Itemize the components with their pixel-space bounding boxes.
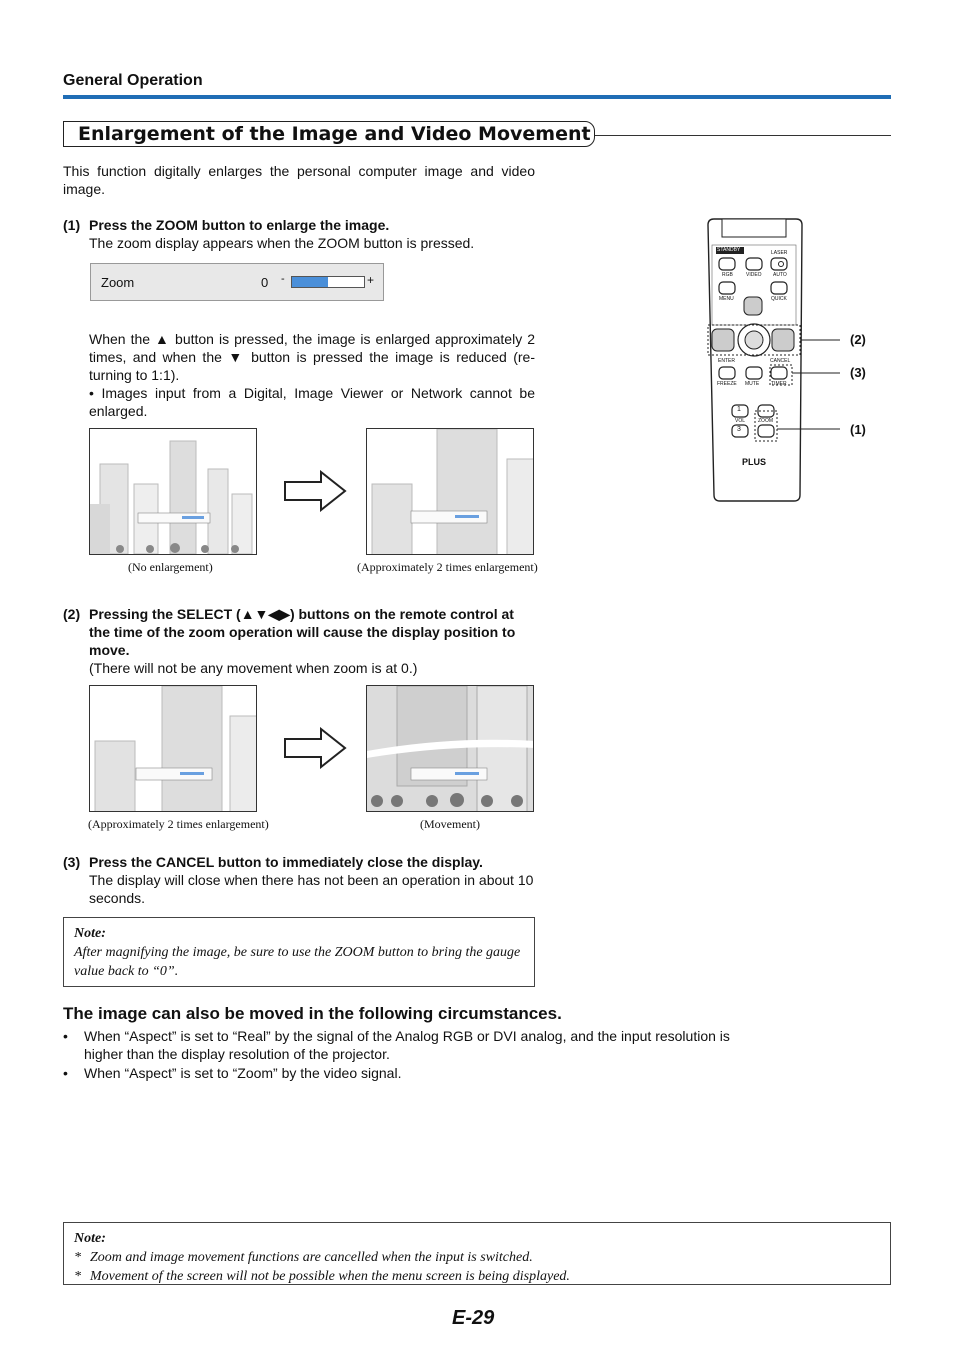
- zoom-plus: +: [367, 273, 375, 287]
- caption-2x-before-move: (Approximately 2 times enlargement): [88, 817, 269, 831]
- zoom-label: Zoom: [101, 275, 135, 290]
- bullet-mark: •: [63, 1065, 68, 1081]
- image-moved: [366, 685, 534, 812]
- step2-number: (2): [63, 606, 81, 622]
- caption-no-enlargement: (No enlargement): [128, 560, 213, 574]
- zoom-gauge: [291, 276, 365, 288]
- callout-1: (1): [850, 422, 866, 437]
- image-no-enlargement: [89, 428, 257, 555]
- remote-key-one: 1: [737, 406, 741, 413]
- callout-3: (3): [850, 365, 866, 380]
- section-rule: [63, 95, 891, 99]
- remote-enter-label: ENTER: [718, 358, 735, 364]
- remote-auto-label: AUTO: [773, 272, 787, 278]
- remote-brand-logo: PLUS: [742, 457, 767, 467]
- remote-timer-label: TIMER: [771, 381, 787, 387]
- arrow-right-icon: [283, 727, 348, 769]
- step1-number: (1): [63, 217, 81, 233]
- title-divider: [595, 135, 891, 136]
- zoom-value: 0: [261, 275, 269, 290]
- bullet-item: When “Aspect” is set to “Real” by the signal of the Analog RGB or DVI analog, and the input resolution is higher than the display resolution of the projector.: [84, 1028, 730, 1062]
- note-item: * Zoom and image movement functions are cancelled when the input is switched.: [74, 1250, 533, 1265]
- step2-heading: Pressing the SELECT (▲▼◀▶) buttons on the remote control at the time of the zoom operation will cause the display position to move.: [89, 606, 516, 658]
- bullet-mark: •: [63, 1028, 68, 1044]
- intro-paragraph: This function digitally enlarges the personal computer image and video image.: [63, 163, 535, 197]
- step3-number: (3): [63, 854, 81, 870]
- zoom-gauge-fill: [292, 277, 328, 287]
- note-box-zoom-reset: [63, 917, 535, 987]
- remote-vol-label: VOL: [735, 418, 746, 424]
- remote-freeze-label: FREEZE: [717, 381, 737, 387]
- caption-2x-enlargement: (Approximately 2 times enlargement): [357, 560, 538, 574]
- step3-body: The display will close when there has not been an operation in about 10 seconds.: [89, 872, 534, 906]
- bullet-item: When “Aspect” is set to “Zoom” by the video signal.: [84, 1065, 402, 1081]
- caption-movement: (Movement): [420, 817, 480, 831]
- remote-zoom-label: ZOOM: [758, 418, 773, 424]
- remote-laser-label: LASER: [771, 250, 788, 256]
- step1-note: • Images input from a Digital, Image Viewer or Network cannot be enlarged.: [89, 385, 535, 419]
- remote-key-three: 3: [737, 426, 741, 433]
- remote-cancel-label: CANCEL: [770, 358, 791, 364]
- note-item: * Movement of the screen will not be possible when the menu screen is being displayed.: [74, 1269, 570, 1284]
- image-2x-enlargement: [366, 428, 534, 555]
- remote-quick-label: QUICK: [771, 296, 787, 302]
- step1-paragraph: When the ▲ button is pressed, the image is enlarged approximately 2 times, and when the ▼ button is pressed the image is reduced (re-turning to 1:1).: [89, 331, 535, 383]
- zoom-display-sample: [90, 263, 384, 301]
- note-title: Note:: [74, 1231, 106, 1246]
- remote-menu-label: MENU: [719, 296, 734, 302]
- remote-control-illustration: [700, 215, 870, 505]
- subheading: The image can also be moved in the following circumstances.: [63, 1004, 562, 1023]
- callout-2: (2): [850, 332, 866, 347]
- note-text: After magnifying the image, be sure to use the ZOOM button to bring the gauge value back to “0”.: [74, 945, 521, 979]
- section-label: General Operation: [63, 72, 203, 89]
- page-title: Enlargement of the Image and Video Movement: [63, 121, 595, 147]
- remote-video-label: VIDEO: [746, 272, 762, 278]
- page-number: E-29: [452, 1307, 495, 1329]
- step1-heading: Press the ZOOM button to enlarge the image.: [89, 217, 390, 233]
- step3-heading: Press the CANCEL button to immediately close the display.: [89, 854, 483, 870]
- arrow-right-icon: [283, 470, 348, 512]
- remote-mute-label: MUTE: [745, 381, 760, 387]
- note-title: Note:: [74, 926, 106, 941]
- remote-standby-label: STANDBY: [717, 247, 741, 253]
- image-2x-before-move: [89, 685, 257, 812]
- remote-rgb-label: RGB: [722, 272, 733, 278]
- note-box-general: [63, 1222, 891, 1285]
- zoom-minus: -: [281, 273, 285, 285]
- step2-body: (There will not be any movement when zoom is at 0.): [89, 660, 418, 676]
- step1-body: The zoom display appears when the ZOOM button is pressed.: [89, 235, 475, 251]
